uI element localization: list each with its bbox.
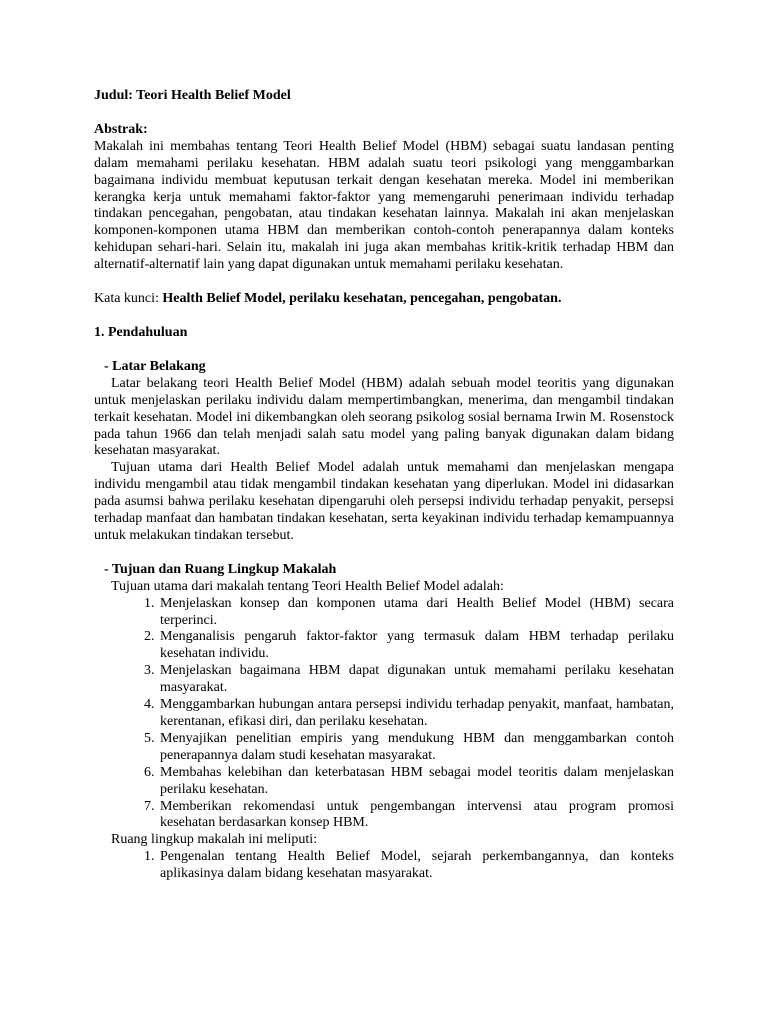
list-item: 1. Pengenalan tentang Health Belief Model, sejarah perkembangannya, dan konteks aplikasinya dalam bidang kesehatan masyarakat.: [158, 849, 674, 883]
list-item: 7. Memberikan rekomendasi untuk pengembangan intervensi atau program promosi kesehatan berdasarkan konsep HBM.: [158, 799, 674, 833]
list-item: 2. Menganalisis pengaruh faktor-faktor yang termasuk dalam HBM terhadap perilaku kesehatan individu.: [158, 629, 674, 663]
scope-list: [94, 849, 674, 883]
background-paragraph-1: Latar belakang teori Health Belief Model (HBM) adalah sebuah model teoritis yang digunakan untuk menjelaskan perilaku individu dalam mempertimbangkan, menerima, dan mengambil tindakan terkait kesehatan. Model ini dikembangkan oleh seorang psikolog sosial bernama Irwin M. Rosenstock pada tahun 1966 dan telah menjadi salah satu model yang paling banyak digunakan dalam bidang kesehatan masyarakat.: [94, 375, 674, 459]
keywords-label: Kata kunci:: [94, 291, 163, 307]
abstract-text: Makalah ini membahas tentang Teori Health Belief Model (HBM) sebagai suatu landasan penting dalam memahami perilaku kesehatan. HBM adalah suatu teori psikologi yang menggambarkan bagaimana individu membuat keputusan terkait dengan kesehatan mereka. Model ini memberikan kerangka kerja untuk memahami faktor-faktor yang memengaruhi penerimaan individu terhadap tindakan pencegahan, pengobatan, atau tindakan kesehatan lainnya. Makalah ini akan menjelaskan komponen-komponen utama HBM dan memberikan contoh-contoh penerapannya dalam konteks kehidupan sehari-hari. Selain itu, makalah ini juga akan membahas kritik-kritik terhadap HBM dan alternatif-alternatif lain yang dapat digunakan untuk memahami perilaku kesehatan.: [94, 138, 674, 273]
objectives-intro: Tujuan utama dari makalah tentang Teori Health Belief Model adalah:: [111, 578, 504, 594]
list-item: 1. Menjelaskan konsep dan komponen utama dari Health Belief Model (HBM) secara terperinci.: [158, 596, 674, 630]
background-paragraph-2: Tujuan utama dari Health Belief Model adalah untuk memahami dan menjelaskan mengapa individu mengambil atau tidak mengambil tindakan kesehatan yang diperlukan. Model ini didasarkan pada asumsi bahwa perilaku kesehatan dipengaruhi oleh persepsi individu terhadap penyakit, persepsi terhadap manfaat dan hambatan tindakan kesehatan, serta keyakinan individu terhadap kemampuannya untuk melakukan tindakan tersebut.: [94, 460, 674, 543]
subsection-heading-objectives: - Tujuan dan Ruang Lingkup Makalah: [104, 561, 337, 577]
spacer: [94, 274, 674, 291]
spacer: [94, 105, 674, 122]
spacer: [94, 308, 674, 325]
scope-intro: Ruang lingkup makalah ini meliputi:: [111, 832, 318, 848]
document-page: [94, 88, 674, 883]
list-item: 4. Menggambarkan hubungan antara persepsi individu terhadap penyakit, manfaat, hambatan, kerentanan, efikasi diri, dan perilaku kesehatan.: [158, 697, 674, 731]
keywords-line: [94, 291, 674, 308]
keywords-value: Health Belief Model, perilaku kesehatan, pencegahan, pengobatan.: [162, 291, 562, 307]
abstract-heading: Abstrak:: [94, 121, 148, 137]
spacer: [94, 545, 674, 562]
section-heading: 1. Pendahuluan: [94, 324, 188, 340]
list-item: 6. Membahas kelebihan dan keterbatasan HBM sebagai model teoritis dalam menjelaskan perilaku kesehatan.: [158, 765, 674, 799]
document-title: Judul: Teori Health Belief Model: [94, 88, 291, 103]
list-item: 5. Menyajikan penelitian empiris yang mendukung HBM dan menggambarkan contoh penerapannya dalam studi kesehatan masyarakat.: [158, 731, 674, 765]
objectives-list: [94, 596, 674, 833]
list-item: 3. Menjelaskan bagaimana HBM dapat digunakan untuk memahami perilaku kesehatan masyarakat.: [158, 663, 674, 697]
spacer: [94, 342, 674, 359]
subsection-heading-background: - Latar Belakang: [104, 358, 206, 374]
